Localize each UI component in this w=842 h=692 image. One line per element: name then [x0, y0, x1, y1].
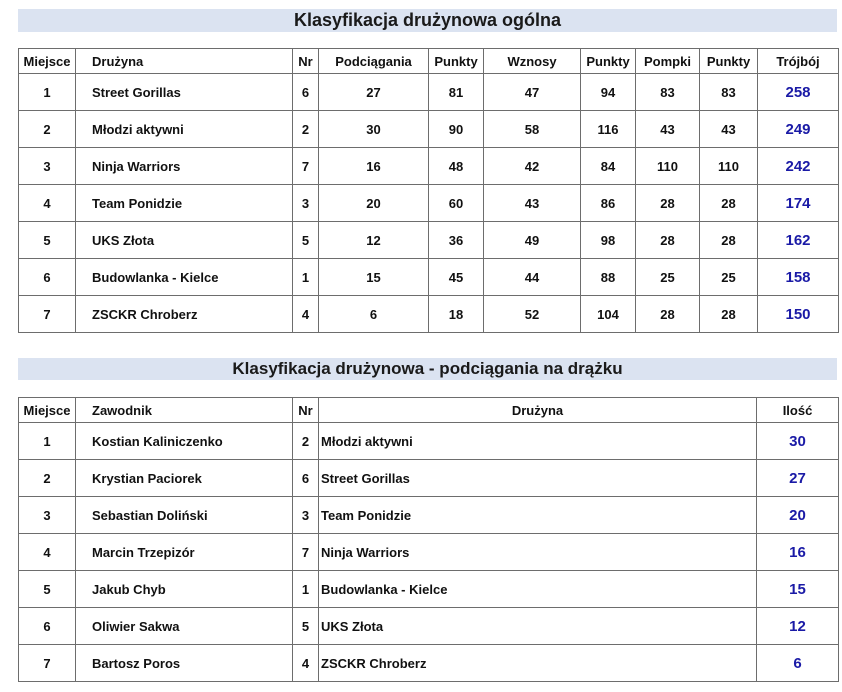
- cell-pushups: 28: [636, 222, 700, 259]
- col-header-nr: Nr: [293, 398, 319, 423]
- cell-pullups: 30: [319, 111, 429, 148]
- cell-points-pushups: 83: [700, 74, 758, 111]
- cell-nr: 5: [293, 222, 319, 259]
- cell-points-lifts: 88: [581, 259, 636, 296]
- table-row: [19, 296, 839, 333]
- cell-place: 1: [19, 423, 76, 460]
- cell-nr: 7: [293, 148, 319, 185]
- cell-place: 4: [19, 185, 76, 222]
- cell-points-pullups: 90: [429, 111, 484, 148]
- cell-nr: 2: [293, 111, 319, 148]
- cell-lifts: 43: [484, 185, 581, 222]
- cell-count: 6: [757, 645, 839, 682]
- cell-athlete: Sebastian Doliński: [76, 497, 293, 534]
- cell-lifts: 44: [484, 259, 581, 296]
- col-header-points-pushups: Punkty: [700, 49, 758, 74]
- cell-nr: 7: [293, 534, 319, 571]
- table-row: [19, 571, 839, 608]
- cell-nr: 4: [293, 296, 319, 333]
- overall-classification-table: [18, 48, 839, 333]
- table-row: [19, 259, 839, 296]
- cell-points-pullups: 48: [429, 148, 484, 185]
- table-row: [19, 222, 839, 259]
- cell-place: 3: [19, 148, 76, 185]
- cell-place: 7: [19, 296, 76, 333]
- cell-team: Młodzi aktywni: [319, 423, 757, 460]
- cell-points-lifts: 84: [581, 148, 636, 185]
- col-header-points-pullups: Punkty: [429, 49, 484, 74]
- cell-nr: 6: [293, 460, 319, 497]
- cell-lifts: 52: [484, 296, 581, 333]
- cell-athlete: Marcin Trzepizór: [76, 534, 293, 571]
- cell-count: 16: [757, 534, 839, 571]
- col-header-nr: Nr: [293, 49, 319, 74]
- cell-team: ZSCKR Chroberz: [319, 645, 757, 682]
- cell-triathlon-total: 242: [758, 148, 839, 185]
- cell-nr: 2: [293, 423, 319, 460]
- col-header-place: Miejsce: [19, 398, 76, 423]
- cell-points-lifts: 86: [581, 185, 636, 222]
- cell-athlete: Bartosz Poros: [76, 645, 293, 682]
- col-header-athlete: Zawodnik: [76, 398, 293, 423]
- cell-triathlon-total: 174: [758, 185, 839, 222]
- cell-points-lifts: 98: [581, 222, 636, 259]
- cell-triathlon-total: 249: [758, 111, 839, 148]
- cell-pullups: 15: [319, 259, 429, 296]
- cell-lifts: 58: [484, 111, 581, 148]
- cell-place: 4: [19, 534, 76, 571]
- cell-pushups: 110: [636, 148, 700, 185]
- cell-points-pushups: 110: [700, 148, 758, 185]
- cell-points-pushups: 28: [700, 185, 758, 222]
- col-header-pullups: Podciągania: [319, 49, 429, 74]
- cell-pullups: 12: [319, 222, 429, 259]
- cell-pullups: 27: [319, 74, 429, 111]
- cell-points-lifts: 116: [581, 111, 636, 148]
- table-row: [19, 534, 839, 571]
- pullups-classification-table: [18, 397, 839, 682]
- table-header-row: [19, 398, 839, 423]
- table-row: [19, 608, 839, 645]
- cell-count: 30: [757, 423, 839, 460]
- cell-points-pullups: 81: [429, 74, 484, 111]
- cell-athlete: Jakub Chyb: [76, 571, 293, 608]
- col-header-team: Drużyna: [76, 49, 293, 74]
- cell-team: ZSCKR Chroberz: [76, 296, 293, 333]
- cell-lifts: 49: [484, 222, 581, 259]
- cell-place: 5: [19, 571, 76, 608]
- cell-team: Młodzi aktywni: [76, 111, 293, 148]
- cell-pushups: 43: [636, 111, 700, 148]
- table-row: [19, 111, 839, 148]
- cell-pullups: 20: [319, 185, 429, 222]
- cell-points-pushups: 25: [700, 259, 758, 296]
- cell-team: Budowlanka - Kielce: [76, 259, 293, 296]
- col-header-place: Miejsce: [19, 49, 76, 74]
- cell-count: 15: [757, 571, 839, 608]
- table-header-row: [19, 49, 839, 74]
- table-row: [19, 645, 839, 682]
- cell-points-lifts: 94: [581, 74, 636, 111]
- cell-place: 3: [19, 497, 76, 534]
- table-row: [19, 423, 839, 460]
- cell-team: Team Ponidzie: [76, 185, 293, 222]
- cell-pushups: 83: [636, 74, 700, 111]
- cell-points-pullups: 36: [429, 222, 484, 259]
- overall-classification-title: Klasyfikacja drużynowa ogólna: [18, 9, 837, 32]
- table-row: [19, 74, 839, 111]
- cell-team: Ninja Warriors: [76, 148, 293, 185]
- cell-points-pushups: 28: [700, 296, 758, 333]
- cell-team: Ninja Warriors: [319, 534, 757, 571]
- cell-count: 27: [757, 460, 839, 497]
- cell-points-lifts: 104: [581, 296, 636, 333]
- cell-place: 7: [19, 645, 76, 682]
- cell-place: 2: [19, 111, 76, 148]
- cell-lifts: 42: [484, 148, 581, 185]
- table-row: [19, 148, 839, 185]
- cell-points-pullups: 60: [429, 185, 484, 222]
- col-header-team: Drużyna: [319, 398, 757, 423]
- cell-team: Team Ponidzie: [319, 497, 757, 534]
- col-header-count: Ilość: [757, 398, 839, 423]
- cell-nr: 1: [293, 571, 319, 608]
- cell-place: 1: [19, 74, 76, 111]
- cell-triathlon-total: 150: [758, 296, 839, 333]
- cell-nr: 3: [293, 497, 319, 534]
- cell-lifts: 47: [484, 74, 581, 111]
- cell-athlete: Oliwier Sakwa: [76, 608, 293, 645]
- cell-place: 6: [19, 259, 76, 296]
- cell-points-pushups: 43: [700, 111, 758, 148]
- cell-athlete: Krystian Paciorek: [76, 460, 293, 497]
- cell-team: Budowlanka - Kielce: [319, 571, 757, 608]
- cell-pushups: 25: [636, 259, 700, 296]
- cell-nr: 1: [293, 259, 319, 296]
- cell-team: Street Gorillas: [319, 460, 757, 497]
- cell-nr: 6: [293, 74, 319, 111]
- cell-place: 2: [19, 460, 76, 497]
- col-header-pushups: Pompki: [636, 49, 700, 74]
- col-header-lifts: Wznosy: [484, 49, 581, 74]
- cell-pushups: 28: [636, 185, 700, 222]
- cell-points-pullups: 18: [429, 296, 484, 333]
- cell-count: 12: [757, 608, 839, 645]
- cell-place: 5: [19, 222, 76, 259]
- cell-place: 6: [19, 608, 76, 645]
- cell-pullups: 6: [319, 296, 429, 333]
- cell-team: UKS Złota: [319, 608, 757, 645]
- cell-nr: 4: [293, 645, 319, 682]
- cell-triathlon-total: 162: [758, 222, 839, 259]
- cell-triathlon-total: 158: [758, 259, 839, 296]
- cell-athlete: Kostian Kaliniczenko: [76, 423, 293, 460]
- col-header-triathlon: Trójbój: [758, 49, 839, 74]
- cell-nr: 3: [293, 185, 319, 222]
- cell-team: Street Gorillas: [76, 74, 293, 111]
- pullups-classification-title: Klasyfikacja drużynowa - podciągania na drążku: [18, 358, 837, 380]
- col-header-points-lifts: Punkty: [581, 49, 636, 74]
- table-row: [19, 460, 839, 497]
- cell-nr: 5: [293, 608, 319, 645]
- table-row: [19, 185, 839, 222]
- cell-team: UKS Złota: [76, 222, 293, 259]
- cell-points-pushups: 28: [700, 222, 758, 259]
- cell-pullups: 16: [319, 148, 429, 185]
- table-row: [19, 497, 839, 534]
- cell-pushups: 28: [636, 296, 700, 333]
- cell-points-pullups: 45: [429, 259, 484, 296]
- cell-triathlon-total: 258: [758, 74, 839, 111]
- cell-count: 20: [757, 497, 839, 534]
